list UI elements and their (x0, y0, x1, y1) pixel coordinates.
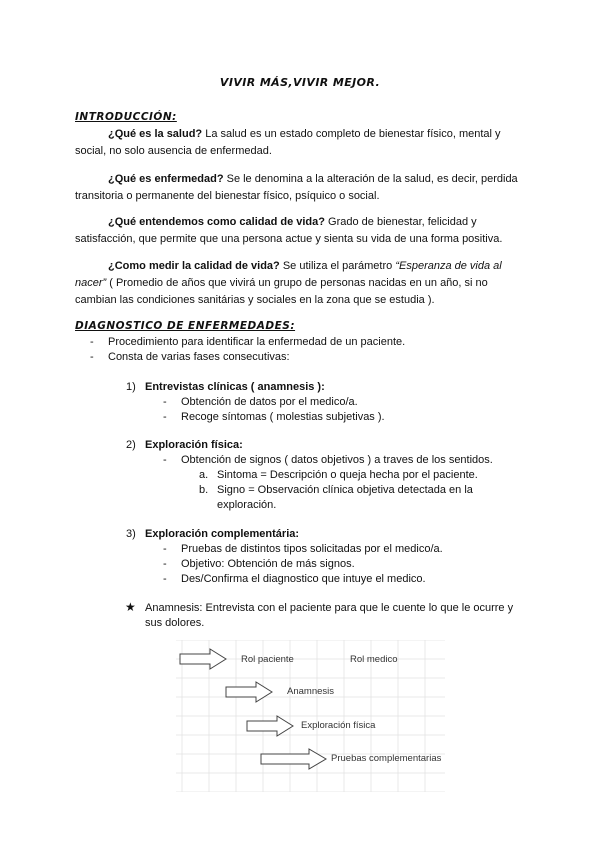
diagram-grid (176, 640, 445, 792)
q1-answer-2: social, no solo ausencia de enfermedad. (75, 145, 272, 157)
intro-heading: INTRODUCCIÓN: (75, 111, 177, 123)
bullet-dash: - (90, 351, 94, 363)
phase1-number: 1) (126, 381, 136, 393)
label-rol-medico: Rol medico (350, 654, 398, 665)
phase2-sub-a: Sintoma = Descripción o queja hecha por el paciente. (217, 469, 478, 481)
q3-question: ¿Qué entendemos como calidad de vida? (108, 216, 325, 228)
q3-answer-1: Grado de bienestar, felicidad y (325, 216, 477, 228)
q3-answer-2: satisfacción, que permite que una persona actue y sienta su vida de una forma positiva. (75, 233, 503, 245)
q2-answer-2: transitoria o permanente del bienestar físico, psíquico o social. (75, 190, 380, 202)
phase2-sub-b-2: exploración. (217, 499, 277, 511)
arrow-icon (261, 749, 326, 769)
bullet-dash: - (163, 558, 167, 570)
phase1-item-2: Recoge síntomas ( molestias subjetivas ). (181, 411, 385, 423)
label-pruebas-complementarias: Pruebas complementarias (331, 753, 442, 764)
q2-answer-1: Se le denomina a la alteración de la salud, es decir, perdida (223, 173, 518, 185)
phase3-number: 3) (126, 528, 136, 540)
diag-bullet-1: Procedimiento para identificar la enfermedad de un paciente. (108, 336, 406, 348)
q4-answer-3: cambian las condiciones sanitárias y sociales en la zona que se estudia ). (75, 294, 435, 306)
diag-heading: DIAGNOSTICO DE ENFERMEDADES: (75, 320, 296, 332)
phase3-title: Exploración complementária: (145, 528, 300, 540)
phase3-item-2: Objetivo: Obtención de más signos. (181, 558, 355, 570)
diag-bullet-2: Consta de varias fases consecutivas: (108, 351, 290, 363)
phase1-title: Entrevistas clínicas ( anamnesis ): (145, 381, 325, 393)
phase2-sub-a-mark: a. (199, 469, 209, 481)
q4-answer-2: ( Promedio de años que vivirá un grupo de personas nacidas en un año, si no (106, 277, 488, 289)
document-title: VIVIR MÁS,VIVIR MEJOR. (219, 76, 381, 89)
phase3-item-3: Des/Confirma el diagnostico que intuye el medico. (181, 573, 426, 585)
label-anamnesis: Anamnesis (287, 686, 334, 697)
bullet-dash: - (163, 454, 167, 466)
process-diagram (176, 640, 445, 792)
arrow-icon (247, 716, 293, 736)
bullet-dash: - (163, 411, 167, 423)
bullet-dash: - (163, 543, 167, 555)
star-icon: ★ (125, 600, 136, 614)
bullet-dash: - (90, 336, 94, 348)
bullet-dash: - (163, 573, 167, 585)
note-line-1: Anamnesis: Entrevista con el paciente para que le cuente lo que le ocurre y (145, 602, 514, 614)
q4-answer-1: Se utiliza el parámetro (279, 260, 396, 272)
label-exploracion-fisica: Exploración física (301, 720, 376, 731)
phase2-title: Exploración física: (145, 439, 243, 451)
phase2-number: 2) (126, 439, 136, 451)
note-line-2: sus dolores. (145, 617, 205, 629)
q4-answer-italic-1: “Esperanza de vida al (395, 260, 502, 272)
arrow-icon (226, 682, 272, 702)
phase1-item-1: Obtención de datos por el medico/a. (181, 396, 358, 408)
phase2-sub-b-1: Signo = Observación clínica objetiva detectada en la (217, 484, 473, 496)
q1-answer-1: La salud es un estado completo de bienestar físico, mental y (202, 128, 501, 140)
label-rol-paciente: Rol paciente (241, 654, 294, 665)
phase2-item: Obtención de signos ( datos objetivos ) a traves de los sentidos. (181, 454, 493, 466)
intro-q3 (75, 214, 527, 248)
q4-answer-italic-2: nacer” (75, 277, 107, 289)
intro-q2 (75, 171, 527, 205)
arrow-icon (180, 649, 226, 669)
phase2-sub-b-mark: b. (199, 484, 209, 496)
bullet-dash: - (163, 396, 167, 408)
q1-question: ¿Qué es la salud? (108, 128, 203, 140)
phase3-item-1: Pruebas de distintos tipos solicitadas por el medico/a. (181, 543, 443, 555)
intro-q4 (75, 258, 527, 309)
intro-q1 (75, 126, 527, 160)
q2-question: ¿Qué es enfermedad? (108, 173, 224, 185)
q4-question: ¿Como medir la calidad de vida? (108, 260, 280, 272)
